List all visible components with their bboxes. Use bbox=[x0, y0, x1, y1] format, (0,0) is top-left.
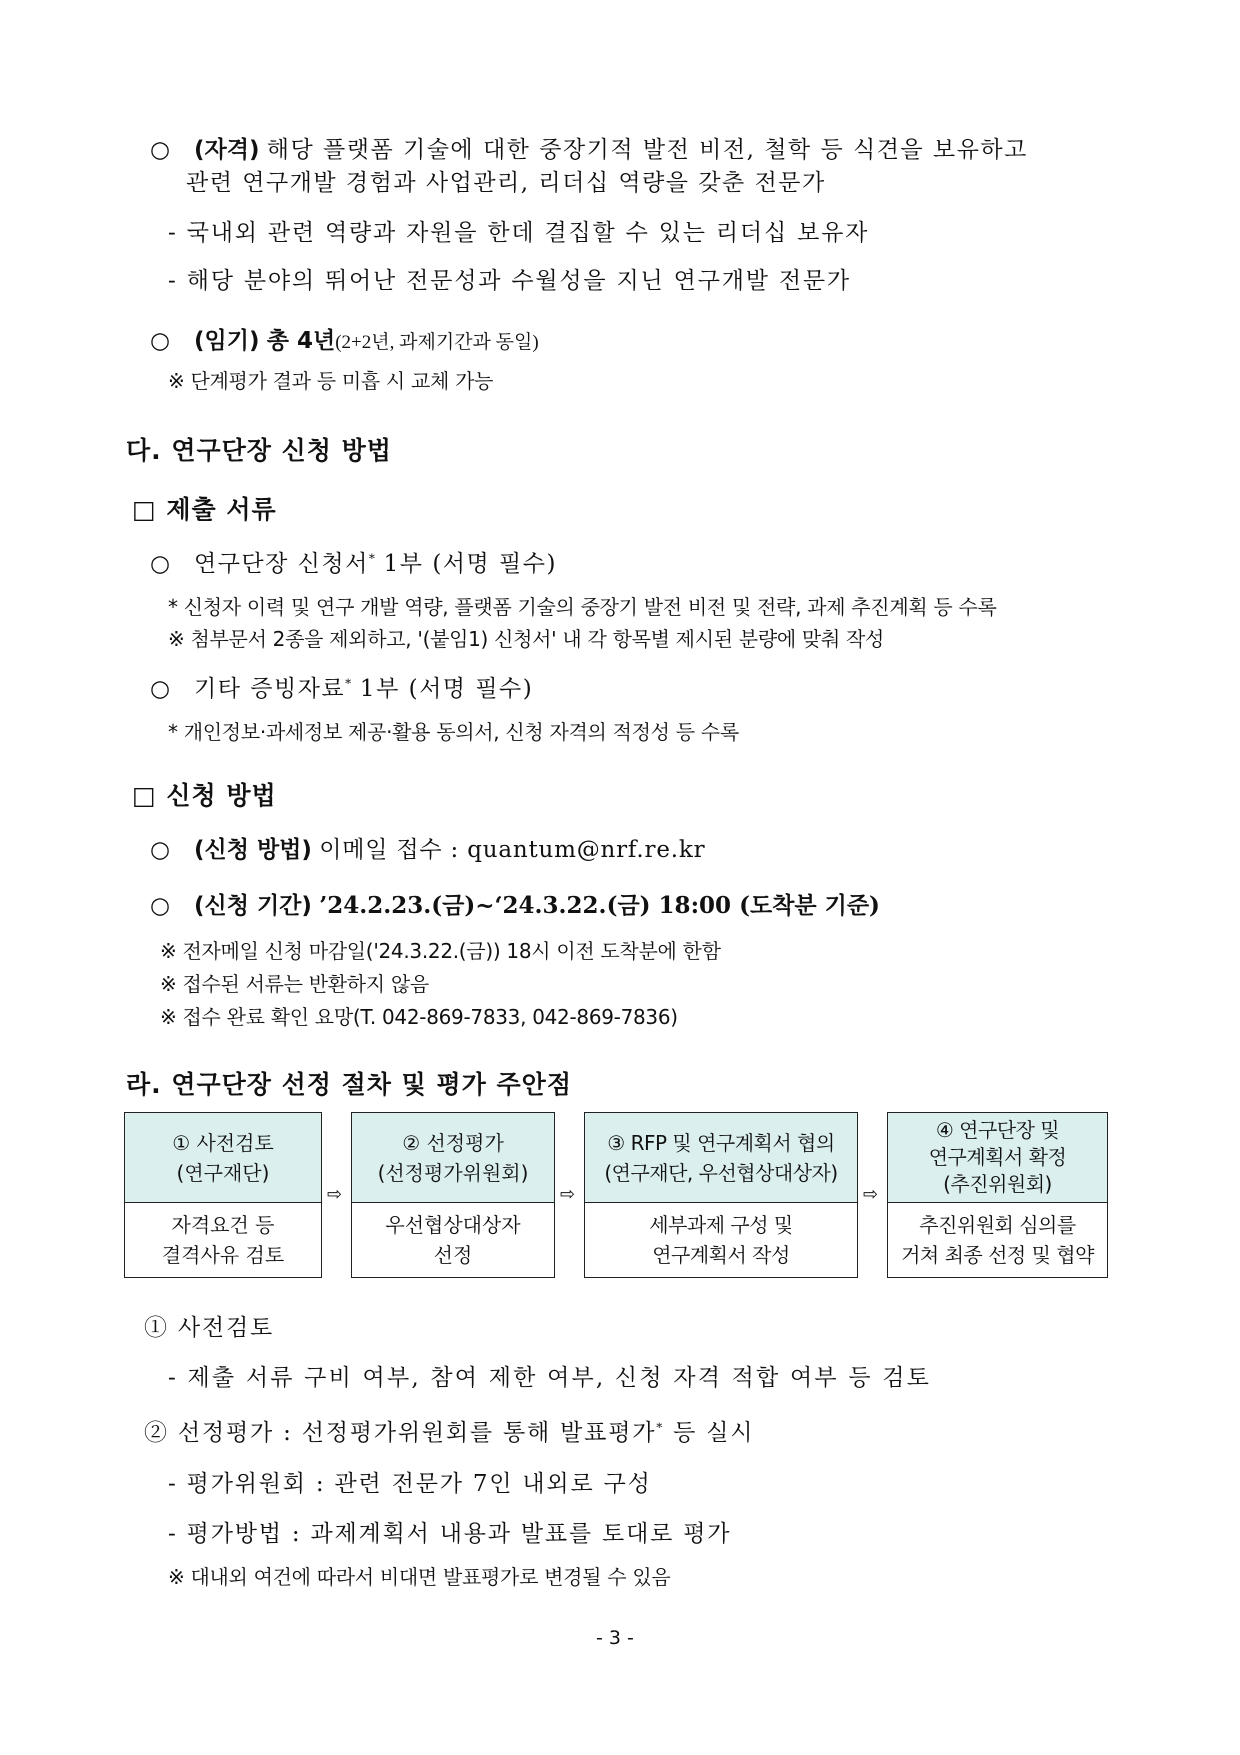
circle-bullet-icon: ○ bbox=[150, 676, 171, 702]
term-value: 총 4년 bbox=[266, 328, 336, 354]
circle-bullet-icon: ○ bbox=[150, 328, 171, 354]
period-label: (신청 기간) bbox=[194, 893, 312, 919]
step1-detail: - 제출 서류 구비 여부, 참여 제한 여부, 신청 자격 적합 여부 등 검토 bbox=[168, 1365, 932, 1391]
flow-step-1-header: ① 사전검토 (연구재단) bbox=[125, 1113, 321, 1203]
flow-step-4 bbox=[887, 1112, 1108, 1278]
step2-detail-1: - 평가위원회 : 관련 전문가 7인 내외로 구성 bbox=[168, 1471, 652, 1497]
apply-method-header: □ 신청 방법 bbox=[132, 781, 277, 810]
circle-bullet-icon: ○ bbox=[150, 837, 171, 863]
period-note-3: ※ 접수 완료 확인 요망(T. 042-869-7833, 042-869-7836) bbox=[160, 1005, 678, 1029]
qualification-text: 해당 플랫폼 기술에 대한 중장기적 발전 비전, 철학 등 식견을 보유하고 bbox=[266, 137, 1028, 163]
circle-bullet-icon: ○ bbox=[150, 551, 171, 577]
section-d-title: 라. 연구단장 선정 절차 및 평가 주안점 bbox=[126, 1070, 572, 1099]
period-line bbox=[150, 887, 880, 920]
flow-step-4-header: ④ 연구단장 및 연구계획서 확정 (추진위원회) bbox=[888, 1113, 1107, 1203]
term-note: ※ 단계평가 결과 등 미흡 시 교체 가능 bbox=[168, 369, 494, 393]
step1-title: ① 사전검토 bbox=[144, 1315, 274, 1341]
term-line bbox=[150, 322, 539, 355]
circle-bullet-icon: ○ bbox=[150, 893, 171, 919]
method-value: 이메일 접수 : quantum@nrf.re.kr bbox=[319, 837, 706, 863]
step2-title-line: ② 선정평가 : 선정평가위원회를 통해 발표평가* 등 실시 bbox=[144, 1420, 755, 1446]
flow-step-2-header: ② 선정평가 (선정평가위원회) bbox=[352, 1113, 554, 1203]
arrow-right-icon: ⇨ bbox=[560, 1184, 576, 1205]
period-value: ’24.2.23.(금)~‘24.3.22.(금) 18:00 (도착분 기준) bbox=[319, 892, 880, 919]
doc1-line: ○ 연구단장 신청서* 1부 (서명 필수) bbox=[150, 551, 557, 577]
submission-docs-header: □ 제출 서류 bbox=[132, 495, 277, 524]
qualification-line1 bbox=[150, 131, 1028, 164]
flow-step-1 bbox=[124, 1112, 322, 1278]
circle-bullet-icon: ○ bbox=[150, 137, 171, 163]
page-number: - 3 - bbox=[596, 1627, 634, 1649]
doc2-note: * 개인정보·과세정보 제공·활용 동의서, 신청 자격의 적정성 등 수록 bbox=[168, 720, 739, 744]
flow-step-1-body: 자격요건 등 결격사유 검토 bbox=[161, 1213, 285, 1267]
doc1-note-1: * 신청자 이력 및 연구 개발 역량, 플랫폼 기술의 중장기 발전 비전 및 전략, 과제 추진계획 등 수록 bbox=[168, 595, 997, 619]
qualification-sub-1: - 국내외 관련 역량과 자원을 한데 결집할 수 있는 리더십 보유자 bbox=[168, 220, 870, 246]
section-c-title: 다. 연구단장 신청 방법 bbox=[126, 436, 392, 465]
flow-step-3-body: 세부과제 구성 및 연구계획서 작성 bbox=[649, 1213, 793, 1267]
term-label: (임기) bbox=[194, 328, 260, 354]
arrow-right-icon: ⇨ bbox=[863, 1184, 879, 1205]
step2-title: ② 선정평가 : 선정평가위원회를 통해 발표평가 bbox=[144, 1420, 657, 1446]
arrow-right-icon: ⇨ bbox=[327, 1184, 343, 1205]
qualification-label: (자격) bbox=[194, 137, 260, 163]
doc1-note-2: ※ 첨부문서 2종을 제외하고, '(붙임1) 신청서' 내 각 항목별 제시된 분량에 맞춰 작성 bbox=[168, 627, 885, 651]
doc2-line: ○ 기타 증빙자료* 1부 (서명 필수) bbox=[150, 676, 534, 702]
period-note-1: ※ 전자메일 신청 마감일('24.3.22.(금)) 18시 이전 도착분에 한함 bbox=[160, 939, 721, 963]
qualification-sub-2: - 해당 분야의 뛰어난 전문성과 수월성을 지닌 연구개발 전문가 bbox=[168, 268, 851, 294]
method-line bbox=[150, 831, 705, 864]
flow-step-3-header: ③ RFP 및 연구계획서 협의 (연구재단, 우선협상대상자) bbox=[585, 1113, 857, 1203]
period-note-2: ※ 접수된 서류는 반환하지 않음 bbox=[160, 972, 429, 996]
flow-step-2-body: 우선협상대상자 선정 bbox=[385, 1213, 521, 1267]
flow-step-4-body: 추진위원회 심의를 거쳐 최종 선정 및 협약 bbox=[901, 1213, 1094, 1267]
term-detail: (2+2년, 과제기간과 동일) bbox=[335, 332, 539, 353]
step2-detail-2: - 평가방법 : 과제계획서 내용과 발표를 토대로 평가 bbox=[168, 1521, 732, 1547]
qualification-line2: 관련 연구개발 경험과 사업관리, 리더십 역량을 갖춘 전문가 bbox=[186, 170, 826, 196]
flow-step-2 bbox=[351, 1112, 555, 1278]
flow-step-3 bbox=[584, 1112, 858, 1278]
step2-note: ※ 대내외 여건에 따라서 비대면 발표평가로 변경될 수 있음 bbox=[168, 1565, 671, 1589]
method-label: (신청 방법) bbox=[194, 837, 312, 863]
